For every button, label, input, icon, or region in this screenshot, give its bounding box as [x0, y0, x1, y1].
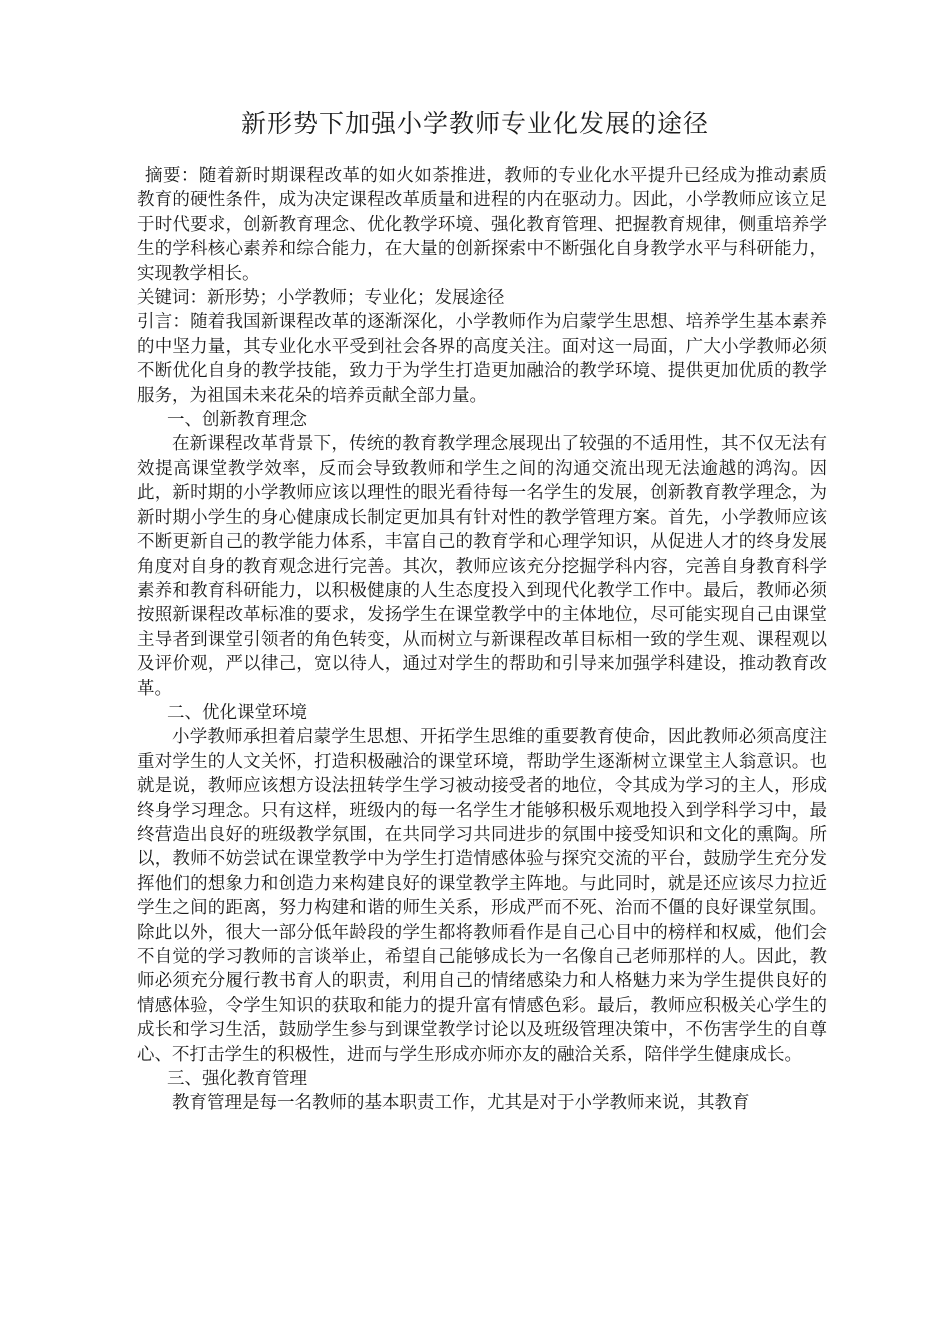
- abstract-paragraph: 摘要：随着新时期课程改革的如火如荼推进，教师的专业化水平提升已经成为推动素质教育的硬性条件，成为决定课程改革质量和进程的内在驱动力。因此，小学教师应该立足于时代要求，创新教育理念、优化教学环境、强化教育管理、把握教育规律，侧重培养学生的学科核心素养和综合能力，在大量的创新探索中不断强化自身教学水平与科研能力，实现教学相长。: [137, 166, 827, 284]
- section-heading-3: 三、强化教育管理: [167, 1069, 307, 1090]
- introduction-paragraph: 引言：随着我国新课程改革的逐渐深化，小学教师作为启蒙学生思想、培养学生基本素养的中坚力量，其专业化水平受到社会各界的高度关注。面对这一局面，广大小学教师必须不断优化自身的教学技能，致力于为学生打造更加融洽的教学环境、提供更加优质的教学服务，为祖国未来花朵的培养贡献全部力量。: [137, 312, 827, 406]
- section-heading-2: 二、优化课堂环境: [167, 702, 307, 723]
- document-title: 新形势下加强小学教师专业化发展的途径: [240, 109, 709, 138]
- section-paragraph-1: 在新课程改革背景下，传统的教育教学理念展现出了较强的不适用性，其不仅无法有效提高课堂教学效率，反而会导致教师和学生之间的沟通交流出现无法逾越的鸿沟。因此，新时期的小学教师应该以理性的眼光看待每一名学生的发展，创新教育教学理念，为新时期小学生的身心健康成长制定更加具有针对性的教学管理方案。首先，小学教师应该不断更新自己的教学能力体系，丰富自己的教育学和心理学知识，从促进人才的终身发展角度对自身的教育观念进行完善。其次，教师应该充分挖掘学科内容，完善自身教育科学素养和教育科研能力，以积极健康的人生态度投入到现代化教学工作中。最后，教师必须按照新课程改革标准的要求，发扬学生在课堂教学中的主体地位，尽可能实现自己由课堂主导者到课堂引领者的角色转变，从而树立与新课程改革目标相一致的学生观、课程观以及评价观，严以律己，宽以待人，通过对学生的帮助和引导来加强学科建设，推动教育改革。: [137, 434, 827, 699]
- keywords-line: 关键词：新形势；小学教师；专业化；发展途径: [137, 288, 505, 309]
- section-heading-1: 一、创新教育理念: [167, 410, 307, 431]
- section-paragraph-2: 小学教师承担着启蒙学生思想、开拓学生思维的重要教育使命，因此教师必须高度注重对学生的人文关怀，打造积极融洽的课堂环境，帮助学生逐渐树立课堂主人翁意识。也就是说，教师应该想方设法扭转学生学习被动接受者的地位，令其成为学习的主人，形成终身学习理念。只有这样，班级内的每一名学生才能够积极乐观地投入到学科学习中，最终营造出良好的班级教学氛围，在共同学习共同进步的氛围中接受知识和文化的熏陶。所以，教师不妨尝试在课堂教学中为学生打造情感体验与探究交流的平台，鼓励学生充分发挥他们的想象力和创造力来构建良好的课堂教学主阵地。与此同时，就是还应该尽力拉近学生之间的距离，努力构建和谐的师生关系，形成严而不死、治而不僵的良好课堂氛围。除此以外，很大一部分低年龄段的学生都将教师看作是自己心目中的榜样和权威，他们会不自觉的学习教师的言谈举止，希望自己能够成长为一名像自己老师那样的人。因此，教师必须充分履行教书育人的职责，利用自己的情绪感染力和人格魅力来为学生提供良好的情感体验，令学生知识的获取和能力的提升富有情感色彩。最后，教师应积极关心学生的成长和学习生活，鼓励学生参与到课堂教学讨论以及班级管理决策中，不伤害学生的自尊心、不打击学生的积极性，进而与学生形成亦师亦友的融洽关系，陪伴学生健康成长。: [137, 727, 827, 1065]
- document-body: [137, 164, 827, 1116]
- section-paragraph-3: 教育管理是每一名教师的基本职责工作，尤其是对于小学教师来说，其教育: [172, 1093, 750, 1114]
